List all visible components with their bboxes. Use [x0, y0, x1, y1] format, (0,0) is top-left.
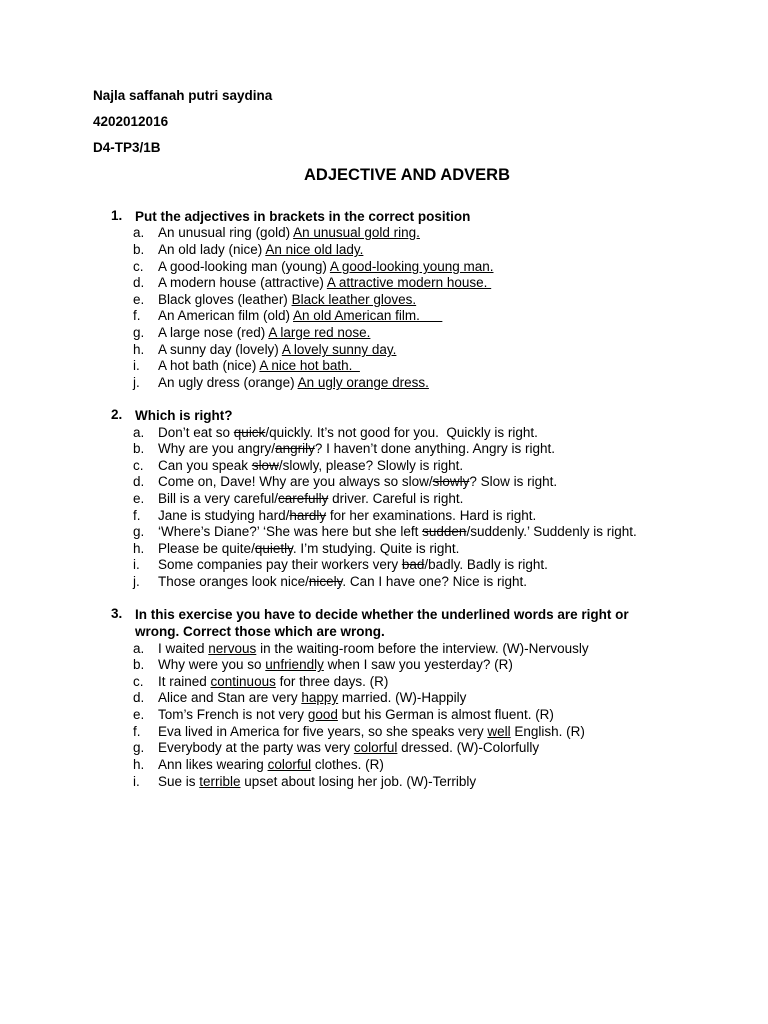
item-text: ‘Where’s Diane?’ ‘She was here but she left	[158, 524, 423, 539]
underlined-text: unfriendly	[265, 657, 324, 672]
list-item	[133, 490, 463, 507]
section-number: 2.	[111, 407, 123, 422]
item-text: An ugly dress (orange)	[158, 375, 298, 390]
list-item	[133, 556, 548, 573]
underlined-text: A nice hot bath.	[259, 358, 360, 373]
item-text: /quickly. It’s not good for you. Quickly is right.	[265, 425, 538, 440]
item-text: It rained	[158, 674, 211, 689]
item-text: Come on, Dave! Why are you always so slow/	[158, 474, 433, 489]
item-text: A hot bath (nice)	[158, 358, 260, 373]
item-letter: c.	[133, 259, 144, 274]
item-text: Some companies pay their workers very	[158, 557, 402, 572]
list-item	[133, 656, 513, 673]
underlined-text: Black leather gloves.	[291, 292, 417, 307]
section-question: Put the adjectives in brackets in the correct position	[135, 209, 471, 224]
item-text: dressed. (W)-Colorfully	[397, 740, 540, 755]
struck-text: bad	[401, 557, 425, 572]
item-letter: a.	[133, 641, 145, 656]
item-text: Tom’s French is not very	[158, 707, 308, 722]
list-item	[133, 341, 396, 358]
item-letter: c.	[133, 458, 144, 473]
item-text: An old lady (nice)	[158, 242, 266, 257]
struck-text: slowly	[432, 474, 470, 489]
page-title: ADJECTIVE AND ADVERB	[304, 166, 510, 184]
item-text: Why were you so	[158, 657, 266, 672]
struck-text: slow	[251, 458, 279, 473]
underlined-text: good	[307, 707, 338, 722]
item-letter: d.	[133, 474, 145, 489]
item-text: but his German is almost fluent. (R)	[337, 707, 554, 722]
list-item	[133, 773, 476, 790]
underlined-text: A attractive modern house.	[326, 275, 492, 290]
underlined-text: A large red nose.	[268, 325, 371, 340]
item-letter: g.	[133, 740, 145, 755]
student-name: Najla saffanah putri saydina	[93, 88, 273, 103]
list-item	[133, 241, 363, 258]
item-letter: h.	[133, 541, 145, 556]
list-item	[133, 673, 388, 690]
item-letter: j.	[133, 375, 140, 390]
item-text: Sue is	[158, 774, 200, 789]
list-item	[133, 440, 555, 457]
struck-text: carefully	[278, 491, 329, 506]
item-text: Can you speak	[158, 458, 252, 473]
item-text: A sunny day (lovely)	[158, 342, 282, 357]
item-text: Alice and Stan are very	[158, 690, 302, 705]
item-letter: e.	[133, 292, 145, 307]
list-item	[133, 739, 539, 756]
underlined-text: well	[487, 724, 511, 739]
list-item	[133, 507, 536, 524]
underlined-text: An ugly orange dress.	[297, 375, 429, 390]
item-text: upset about losing her job. (W)-Terribly	[240, 774, 477, 789]
list-item	[133, 573, 527, 590]
item-text: clothes. (R)	[311, 757, 384, 772]
struck-text: sudden	[422, 524, 467, 539]
item-text: English. (R)	[510, 724, 585, 739]
section-question: In this exercise you have to decide whether the underlined words are right or wrong. Correct those which are wrong.	[135, 607, 629, 639]
item-text: Please be quite/	[158, 541, 255, 556]
item-letter: f.	[133, 724, 141, 739]
item-text: Black gloves (leather)	[158, 292, 292, 307]
underlined-text: A good-looking young man.	[329, 259, 494, 274]
list-item	[133, 357, 360, 374]
item-text: A modern house (attractive)	[158, 275, 327, 290]
item-letter: i.	[133, 358, 140, 373]
item-letter: i.	[133, 774, 140, 789]
item-letter: b.	[133, 242, 145, 257]
underlined-text: An nice old lady.	[265, 242, 364, 257]
struck-text: hardly	[289, 508, 327, 523]
underlined-text: An unusual gold ring.	[293, 225, 420, 240]
item-text: An unusual ring (gold)	[158, 225, 294, 240]
underlined-text: colorful	[267, 757, 312, 772]
item-text: . I’m studying. Quite is right.	[292, 541, 460, 556]
item-text: ? I haven’t done anything. Angry is right.	[314, 441, 555, 456]
underlined-text: An old American film.	[293, 308, 443, 323]
underlined-text: happy	[301, 690, 339, 705]
item-letter: d.	[133, 275, 145, 290]
item-text: /slowly, please? Slowly is right.	[278, 458, 464, 473]
item-letter: c.	[133, 674, 144, 689]
item-text: A large nose (red)	[158, 325, 269, 340]
list-item	[133, 689, 466, 706]
item-letter: g.	[133, 325, 145, 340]
section-number: 1.	[111, 208, 123, 223]
underlined-text: continuous	[210, 674, 276, 689]
item-text: I waited	[158, 641, 209, 656]
item-letter: a.	[133, 425, 145, 440]
item-letter: g.	[133, 524, 145, 539]
item-text: Why are you angry/	[158, 441, 276, 456]
list-item	[133, 457, 463, 474]
list-item	[133, 291, 416, 308]
list-item	[133, 274, 491, 291]
item-text: Eva lived in America for five years, so she speaks very	[158, 724, 488, 739]
item-letter: h.	[133, 757, 145, 772]
underlined-text: A lovely sunny day.	[281, 342, 397, 357]
list-item	[133, 224, 420, 241]
item-text: Don’t eat so	[158, 425, 234, 440]
item-text: Everybody at the party was very	[158, 740, 354, 755]
underlined-text: colorful	[353, 740, 398, 755]
item-letter: b.	[133, 441, 145, 456]
struck-text: angrily	[275, 441, 315, 456]
student-class: D4-TP3/1B	[93, 140, 161, 155]
item-text: married. (W)-Happily	[338, 690, 467, 705]
underlined-text: terrible	[199, 774, 241, 789]
item-text: Bill is a very careful/	[158, 491, 279, 506]
student-id: 4202012016	[93, 114, 169, 129]
list-item	[133, 424, 538, 441]
list-item	[133, 473, 557, 490]
list-item	[133, 640, 589, 657]
underlined-text: nervous	[208, 641, 257, 656]
item-letter: b.	[133, 657, 145, 672]
item-text: /suddenly.’ Suddenly is right.	[466, 524, 637, 539]
section-number: 3.	[111, 606, 123, 621]
item-text: An American film (old)	[158, 308, 294, 323]
item-text: for her examinations. Hard is right.	[326, 508, 537, 523]
list-item	[133, 374, 429, 391]
list-item	[133, 723, 585, 740]
item-letter: h.	[133, 342, 145, 357]
struck-text: nicely	[308, 574, 343, 589]
struck-text: quietly	[254, 541, 293, 556]
list-item	[133, 258, 494, 275]
item-text: Ann likes wearing	[158, 757, 268, 772]
list-item	[133, 756, 384, 773]
item-letter: i.	[133, 557, 140, 572]
list-item	[133, 307, 442, 324]
item-text: . Can I have one? Nice is right.	[342, 574, 527, 589]
item-text: in the waiting-room before the interview. (W)-Nervously	[256, 641, 589, 656]
item-text: when I saw you yesterday? (R)	[323, 657, 513, 672]
struck-text: quick	[233, 425, 266, 440]
item-text: A good-looking man (young)	[158, 259, 330, 274]
item-letter: e.	[133, 707, 145, 722]
item-letter: f.	[133, 508, 141, 523]
item-text: ? Slow is right.	[469, 474, 558, 489]
item-letter: j.	[133, 574, 140, 589]
item-letter: a.	[133, 225, 145, 240]
item-text: for three days. (R)	[275, 674, 389, 689]
item-text: Those oranges look nice/	[158, 574, 309, 589]
section-question: Which is right?	[135, 408, 233, 423]
item-letter: d.	[133, 690, 145, 705]
list-item	[133, 523, 637, 540]
item-text: /badly. Badly is right.	[424, 557, 548, 572]
list-item	[133, 706, 554, 723]
item-letter: f.	[133, 308, 141, 323]
item-text: driver. Careful is right.	[328, 491, 464, 506]
list-item	[133, 540, 459, 557]
list-item	[133, 324, 370, 341]
item-letter: e.	[133, 491, 145, 506]
item-text: Jane is studying hard/	[158, 508, 290, 523]
